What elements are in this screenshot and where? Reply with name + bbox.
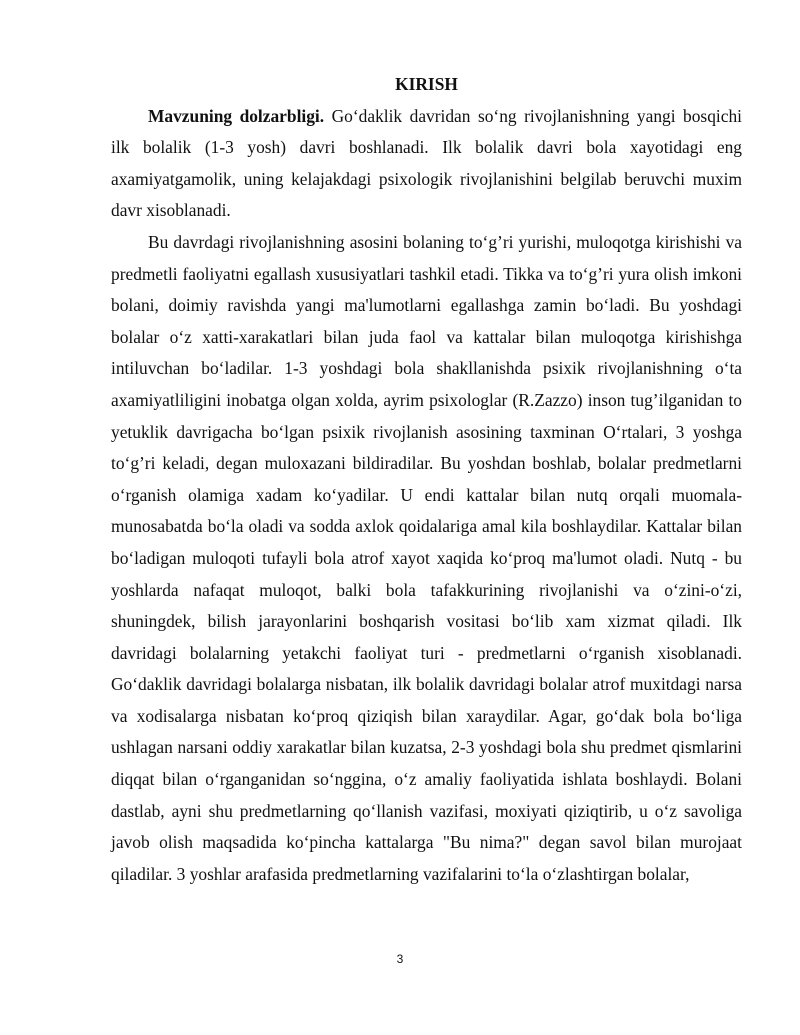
paragraph-relevance-text: Go‘daklik davridan so‘ng rivojlanishning yangi bosqichi ilk bolalik (1-3 yosh) davri boshlanadi. Ilk bolalik davri bola xayotidagi eng axamiyatgamolik, uning kelajakdagi psixologik rivojlanishini belgilab beruvchi muxim davr xisoblanadi.	[111, 105, 742, 221]
section-title: KIRISH	[395, 74, 458, 94]
paragraph-body: Bu davrdagi rivojlanishning asosini bolaning to‘g’ri yurishi, muloqotga kirishishi va predmetli faoliyatni egallash xususiyatlari tashkil etadi. Tikka va to‘g’ri yura olish imkoni bolani, doimiy ravishda yangi ma'lumotlarni egallashga zamin bo‘ladi. Bu yoshdagi bolalar o‘z xatti-xarakatlari bilan juda faol va kattalar bilan muloqotga kirishishga intiluvchan bo‘ladilar. 1-3 yoshdagi bola shakllanishda psixik rivojlanishning o‘ta axamiyatliligini inobatga olgan xolda, ayrim psixologlar (R.Zazzo) inson tug’ilganidan to yetuklik davrigacha bo‘lgan psixik rivojlanish asosining taxminan O‘rtalari, 3 yoshga to‘g’ri keladi, degan muloxazani bildiradilar. Bu yoshdan boshlab, bolalar predmetlarni o‘rganish olamiga xadam ko‘yadilar. U endi kattalar bilan nutq orqali muomala-munosabatda bo‘la oladi va sodda axlok qoidalariga amal kila boshlaydilar. Kattalar bilan bo‘ladigan muloqoti tufayli bola atrof xayot xaqida ko‘proq ma'lumot oladi. Nutq - bu yoshlarda nafaqat muloqot, balki bola tafakkurining rivojlanishi va o‘zini-o‘zi, shuningdek, bilish jarayonlarini boshqarish vositasi bo‘lib xam xizmat qiladi. Ilk davridagi bolalarning yetakchi faoliyat turi - predmetlarni o‘rganish xisoblanadi. Go‘daklik davridagi bolalarga nisbatan, ilk bolalik davridagi bolalar atrof muxitdagi narsa va xodisalarga nisbatan ko‘proq qiziqish bilan xaraydilar. Agar, go‘dak bola bo‘liga ushlagan narsani oddiy xarakatlar bilan kuzatsa, 2-3 yoshdagi bola shu predmet qismlarini diqqat bilan o‘rganganidan so‘nggina, o‘z amaliy faoliyatida ishlata boshlaydi. Bolani dastlab, ayni shu predmetlarning qo‘llanish vazifasi, moxiyati qiziqtirib, u o‘z savoliga javob olish maqsadida ko‘pincha kattalarga "Bu nima?" degan savol bilan murojaat qiladilar. 3 yoshlar arafasida predmetlarning vazifalarini to‘la o‘zlashtirgan bolalar,	[111, 231, 742, 884]
paragraph-relevance	[111, 101, 742, 227]
page-content	[111, 69, 742, 890]
page-number: 3	[396, 952, 404, 966]
paragraph-lead: Mavzuning dolzarbligi.	[148, 105, 325, 126]
